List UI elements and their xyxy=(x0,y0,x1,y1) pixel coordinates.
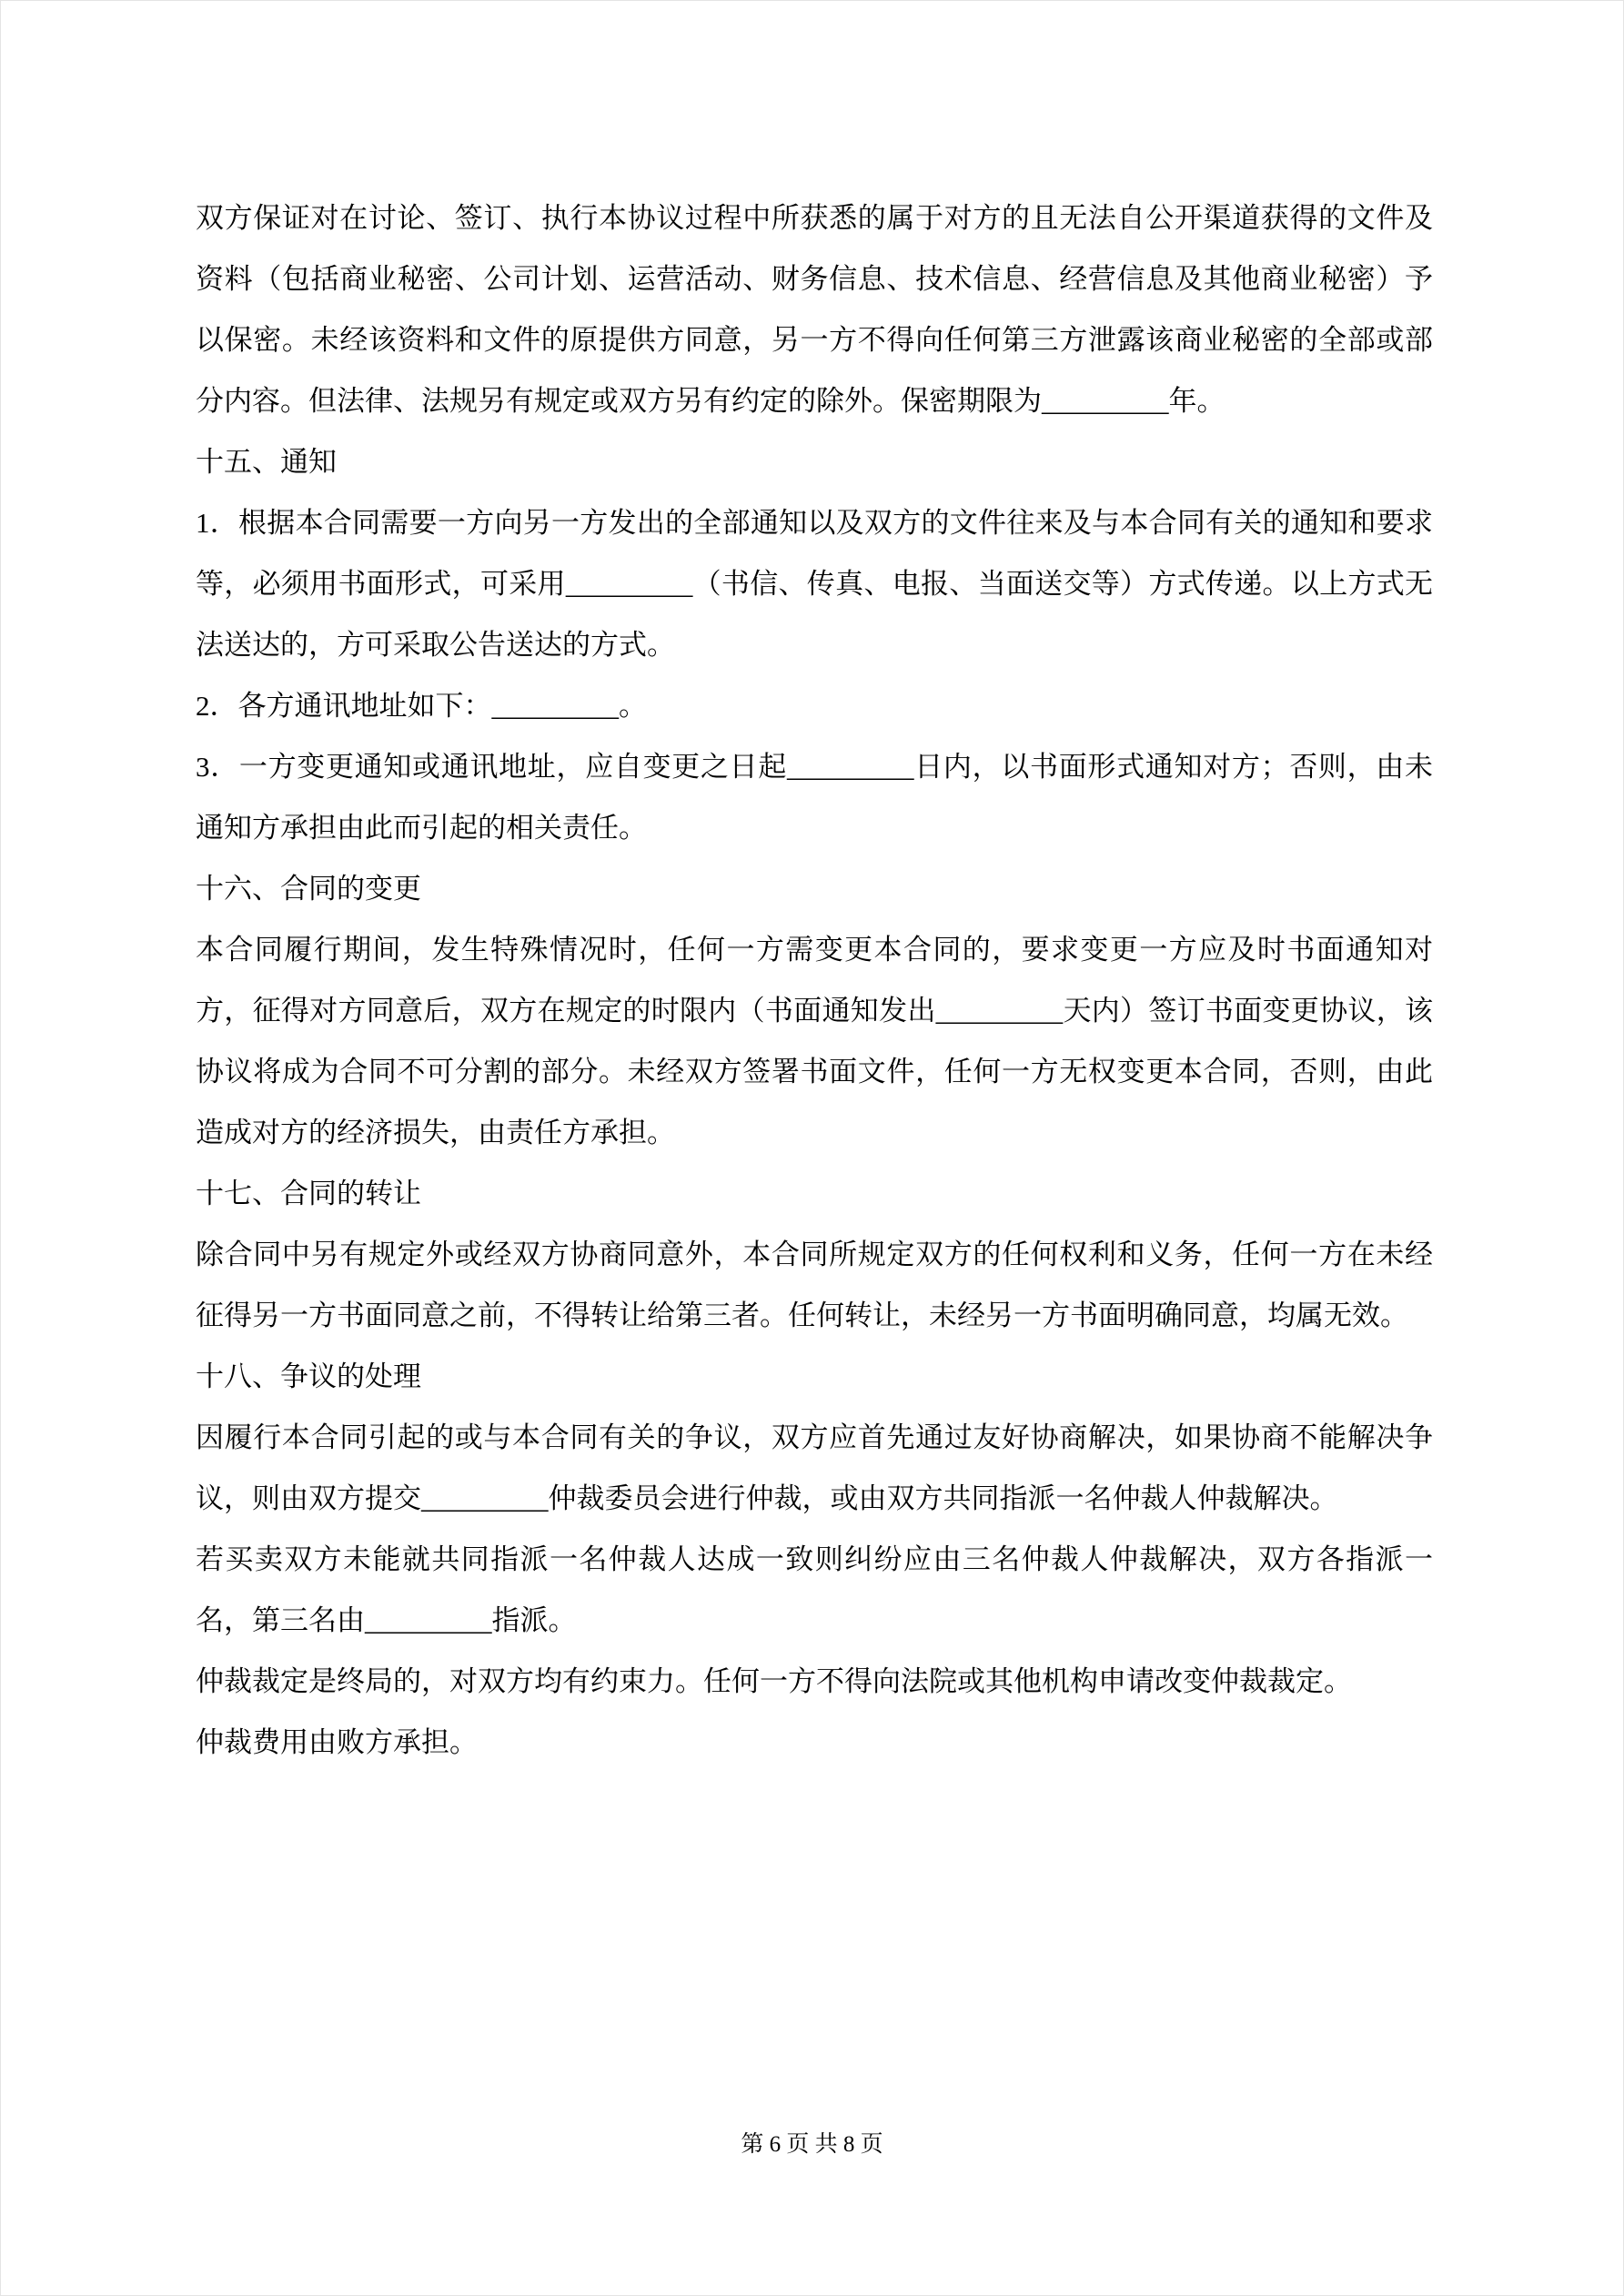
document-content xyxy=(196,187,1433,1773)
section-heading: 十五、通知 xyxy=(196,446,337,478)
document-paragraph: 双方保证对在讨论、签订、执行本协议过程中所获悉的属于对方的且无法自公开渠道获得的文件及资料（包括商业秘密、公司计划、运营活动、财务信息、技术信息、经营信息及其他商业秘密）予以保密。未经该资料和文件的原提供方同意，另一方不得向任何第三方泄露该商业秘密的全部或部分内容。但法律、法规另有规定或双方另有约定的除外。保密期限为_________年。 xyxy=(196,202,1433,417)
document-paragraph: 若买卖双方未能就共同指派一名仲裁人达成一致则纠纷应由三名仲裁人仲裁解决，双方各指派一名，第三名由_________指派。 xyxy=(196,1543,1433,1636)
section-heading: 十六、合同的变更 xyxy=(196,873,421,905)
page-number-label: 第 6 页 共 8 页 xyxy=(741,2132,883,2157)
section-heading: 十八、争议的处理 xyxy=(196,1360,421,1392)
document-paragraph: 3．一方变更通知或通讯地址，应自变更之日起_________日内，以书面形式通知对方；否则，由未通知方承担由此而引起的相关责任。 xyxy=(196,751,1433,844)
document-paragraph: 1．根据本合同需要一方向另一方发出的全部通知以及双方的文件往来及与本合同有关的通知和要求等，必须用书面形式，可采用_________（书信、传真、电报、当面送交等）方式传递。以上方式无法送达的，方可采取公告送达的方式。 xyxy=(196,507,1433,661)
document-paragraph: 因履行本合同引起的或与本合同有关的争议，双方应首先通过友好协商解决，如果协商不能解决争议，则由双方提交_________仲裁委员会进行仲裁，或由双方共同指派一名仲裁人仲裁解决。 xyxy=(196,1421,1433,1514)
document-paragraph: 仲裁费用由败方承担。 xyxy=(196,1726,478,1758)
section-heading: 十七、合同的转让 xyxy=(196,1178,421,1209)
page-footer xyxy=(1,2131,1623,2159)
document-paragraph: 2．各方通讯地址如下：_________。 xyxy=(196,690,647,722)
document-paragraph: 仲裁裁定是终局的，对双方均有约束力。任何一方不得向法院或其他机构申请改变仲裁裁定。 xyxy=(196,1665,1352,1697)
document-paragraph: 本合同履行期间，发生特殊情况时，任何一方需变更本合同的，要求变更一方应及时书面通知对方，征得对方同意后，双方在规定的时限内（书面通知发出_________天内）签订书面变更协议，该协议将成为合同不可分割的部分。未经双方签署书面文件，任何一方无权变更本合同，否则，由此造成对方的经济损失，由责任方承担。 xyxy=(196,934,1433,1148)
document-paragraph: 除合同中另有规定外或经双方协商同意外，本合同所规定双方的任何权利和义务，任何一方在未经征得另一方书面同意之前，不得转让给第三者。任何转让，未经另一方书面明确同意，均属无效。 xyxy=(196,1239,1433,1331)
